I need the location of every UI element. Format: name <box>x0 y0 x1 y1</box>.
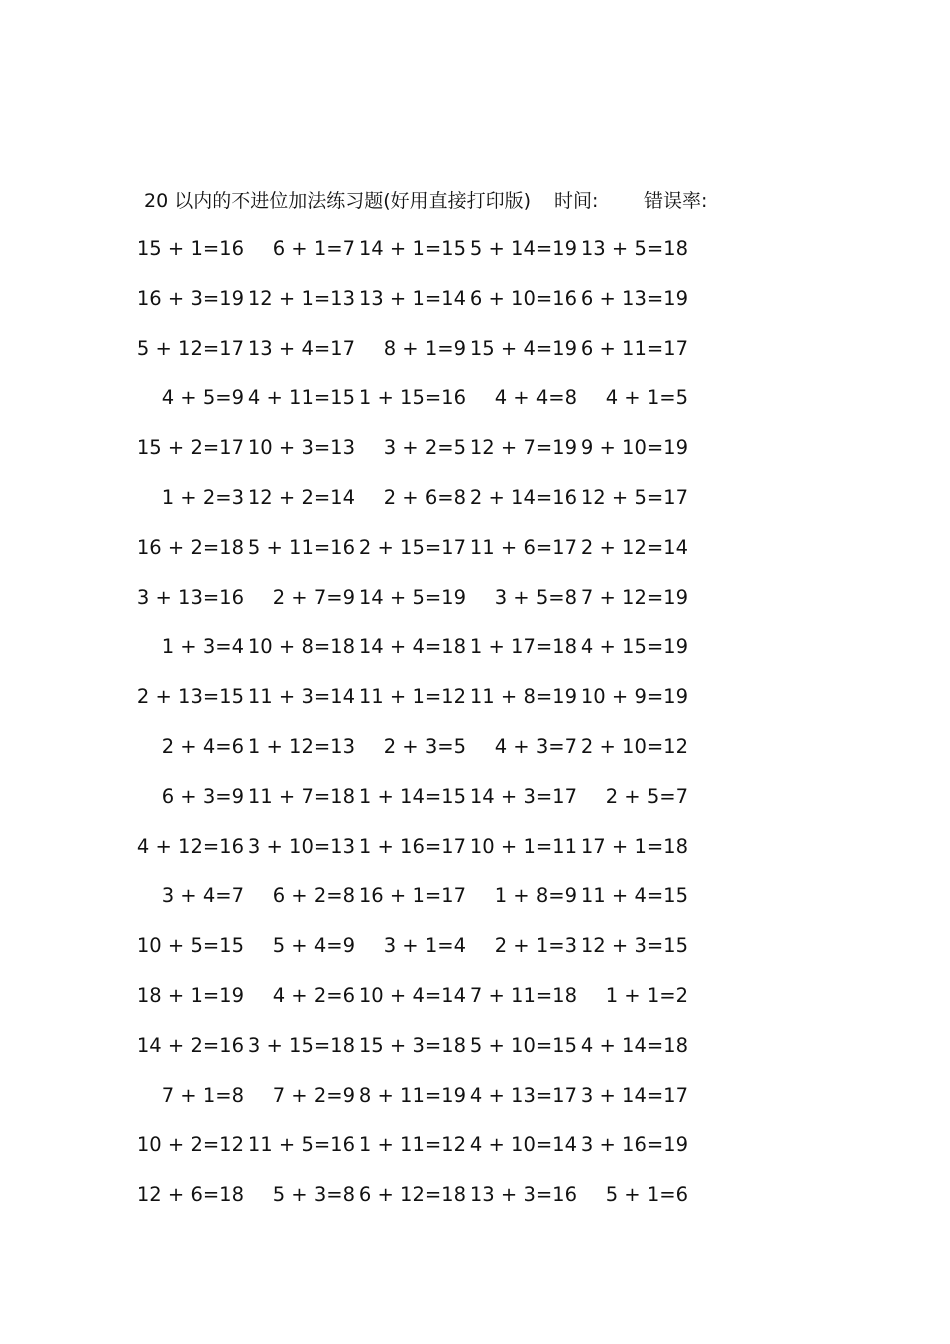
problem-row <box>0 834 950 884</box>
problem-row <box>0 634 950 684</box>
problem-item: 15 + 1=16 <box>136 237 244 260</box>
problem-item: 11 + 8=19 <box>469 685 577 709</box>
problem-item: 12 + 2=14 <box>247 485 355 509</box>
problem-item: 3 + 16=19 <box>580 1133 688 1157</box>
problem-item: 15 + 2=17 <box>136 436 244 460</box>
problem-item: 3 + 13=16 <box>136 585 244 609</box>
problem-item: 4 + 13=17 <box>469 1083 577 1107</box>
problem-item: 3 + 10=13 <box>247 834 355 858</box>
problem-item: 6 + 2=8 <box>272 884 355 908</box>
problem-row <box>0 983 950 1033</box>
problem-item: 1 + 11=12 <box>358 1133 466 1157</box>
problem-item: 5 + 14=19 <box>469 237 577 260</box>
problem-item: 1 + 16=17 <box>358 834 466 858</box>
problem-item: 11 + 3=14 <box>247 685 355 709</box>
problem-item: 6 + 3=9 <box>161 784 244 808</box>
problem-item: 3 + 14=17 <box>580 1083 688 1107</box>
problem-item: 15 + 4=19 <box>469 336 577 360</box>
problem-item: 13 + 4=17 <box>247 336 355 360</box>
problem-item: 16 + 3=19 <box>136 286 244 310</box>
problem-row <box>0 1182 950 1232</box>
problem-item: 11 + 1=12 <box>358 685 466 709</box>
problem-item: 14 + 2=16 <box>136 1033 244 1057</box>
problem-item: 2 + 15=17 <box>358 535 466 559</box>
time-label: 时间: <box>554 190 599 212</box>
problem-item: 13 + 3=16 <box>469 1183 577 1207</box>
problem-row <box>0 236 950 286</box>
problem-item: 2 + 10=12 <box>580 734 688 758</box>
error-rate-label: 错误率: <box>644 190 708 212</box>
problem-row <box>0 336 950 386</box>
problem-item: 9 + 10=19 <box>580 436 688 460</box>
problem-row <box>0 485 950 535</box>
problem-item: 2 + 14=16 <box>469 485 577 509</box>
problem-item: 1 + 17=18 <box>469 635 577 659</box>
problem-item: 10 + 3=13 <box>247 436 355 460</box>
problem-item: 2 + 4=6 <box>161 734 244 758</box>
problem-item: 15 + 3=18 <box>358 1033 466 1057</box>
problem-item: 11 + 7=18 <box>247 784 355 808</box>
problem-item: 10 + 1=11 <box>469 834 577 858</box>
problem-item: 2 + 7=9 <box>272 585 355 609</box>
problem-item: 17 + 1=18 <box>580 834 688 858</box>
problem-item: 8 + 1=9 <box>383 336 466 360</box>
problem-item: 12 + 1=13 <box>247 286 355 310</box>
problem-item: 18 + 1=19 <box>136 983 244 1007</box>
problem-item: 1 + 1=2 <box>605 983 688 1007</box>
problem-item: 4 + 5=9 <box>161 386 244 410</box>
problem-item: 2 + 6=8 <box>383 485 466 509</box>
problem-item: 6 + 13=19 <box>580 286 688 310</box>
problem-item: 10 + 5=15 <box>136 934 244 958</box>
problem-item: 1 + 14=15 <box>358 784 466 808</box>
problem-item: 12 + 6=18 <box>136 1183 244 1207</box>
problem-item: 4 + 11=15 <box>247 386 355 410</box>
problem-item: 6 + 12=18 <box>358 1183 466 1207</box>
problem-item: 12 + 5=17 <box>580 485 688 509</box>
problem-row <box>0 435 950 485</box>
problem-row <box>0 784 950 834</box>
problem-item: 10 + 9=19 <box>580 685 688 709</box>
problem-item: 5 + 10=15 <box>469 1033 577 1057</box>
problem-row <box>0 1132 950 1182</box>
problem-item: 1 + 15=16 <box>358 386 466 410</box>
problem-item: 12 + 7=19 <box>469 436 577 460</box>
problem-item: 1 + 8=9 <box>494 884 577 908</box>
problem-item: 10 + 8=18 <box>247 635 355 659</box>
problem-item: 2 + 3=5 <box>383 734 466 758</box>
problem-item: 1 + 2=3 <box>161 485 244 509</box>
problem-item: 3 + 5=8 <box>494 585 577 609</box>
worksheet-header <box>144 188 764 214</box>
problem-item: 6 + 10=16 <box>469 286 577 310</box>
problem-item: 16 + 1=17 <box>358 884 466 908</box>
problem-item: 3 + 4=7 <box>161 884 244 908</box>
problem-item: 2 + 13=15 <box>136 685 244 709</box>
problem-item: 4 + 2=6 <box>272 983 355 1007</box>
problem-row <box>0 1083 950 1133</box>
problem-item: 1 + 3=4 <box>161 635 244 659</box>
problem-row <box>0 734 950 784</box>
problem-item: 8 + 11=19 <box>358 1083 466 1107</box>
problem-item: 11 + 5=16 <box>247 1133 355 1157</box>
problem-row <box>0 1033 950 1083</box>
problem-grid <box>0 236 950 1232</box>
problem-item: 13 + 5=18 <box>580 237 688 260</box>
problem-item: 5 + 12=17 <box>136 336 244 360</box>
problem-item: 5 + 4=9 <box>272 934 355 958</box>
problem-item: 3 + 15=18 <box>247 1033 355 1057</box>
problem-item: 3 + 2=5 <box>383 436 466 460</box>
problem-item: 2 + 5=7 <box>605 784 688 808</box>
problem-item: 3 + 1=4 <box>383 934 466 958</box>
problem-item: 7 + 2=9 <box>272 1083 355 1107</box>
problem-item: 1 + 12=13 <box>247 734 355 758</box>
problem-item: 4 + 15=19 <box>580 635 688 659</box>
problem-row <box>0 286 950 336</box>
problem-item: 6 + 1=7 <box>272 237 355 260</box>
problem-item: 4 + 14=18 <box>580 1033 688 1057</box>
problem-item: 14 + 4=18 <box>358 635 466 659</box>
problem-item: 16 + 2=18 <box>136 535 244 559</box>
problem-row <box>0 883 950 933</box>
problem-row <box>0 385 950 435</box>
problem-item: 14 + 3=17 <box>469 784 577 808</box>
problem-item: 4 + 1=5 <box>605 386 688 410</box>
problem-item: 4 + 10=14 <box>469 1133 577 1157</box>
problem-item: 4 + 12=16 <box>136 834 244 858</box>
problem-item: 12 + 3=15 <box>580 934 688 958</box>
problem-item: 5 + 11=16 <box>247 535 355 559</box>
problem-item: 5 + 3=8 <box>272 1183 355 1207</box>
problem-row <box>0 535 950 585</box>
problem-row <box>0 684 950 734</box>
problem-item: 10 + 2=12 <box>136 1133 244 1157</box>
problem-item: 10 + 4=14 <box>358 983 466 1007</box>
problem-item: 14 + 5=19 <box>358 585 466 609</box>
problem-row <box>0 585 950 635</box>
problem-item: 2 + 12=14 <box>580 535 688 559</box>
problem-item: 13 + 1=14 <box>358 286 466 310</box>
problem-item: 5 + 1=6 <box>605 1183 688 1207</box>
problem-item: 4 + 3=7 <box>494 734 577 758</box>
worksheet-title: 20 以内的不进位加法练习题(好用直接打印版) <box>144 190 532 212</box>
problem-item: 7 + 1=8 <box>161 1083 244 1107</box>
problem-item: 11 + 6=17 <box>469 535 577 559</box>
problem-item: 7 + 11=18 <box>469 983 577 1007</box>
problem-item: 7 + 12=19 <box>580 585 688 609</box>
problem-item: 11 + 4=15 <box>580 884 688 908</box>
problem-item: 4 + 4=8 <box>494 386 577 410</box>
problem-row <box>0 933 950 983</box>
problem-item: 14 + 1=15 <box>358 237 466 260</box>
problem-item: 2 + 1=3 <box>494 934 577 958</box>
problem-item: 6 + 11=17 <box>580 336 688 360</box>
